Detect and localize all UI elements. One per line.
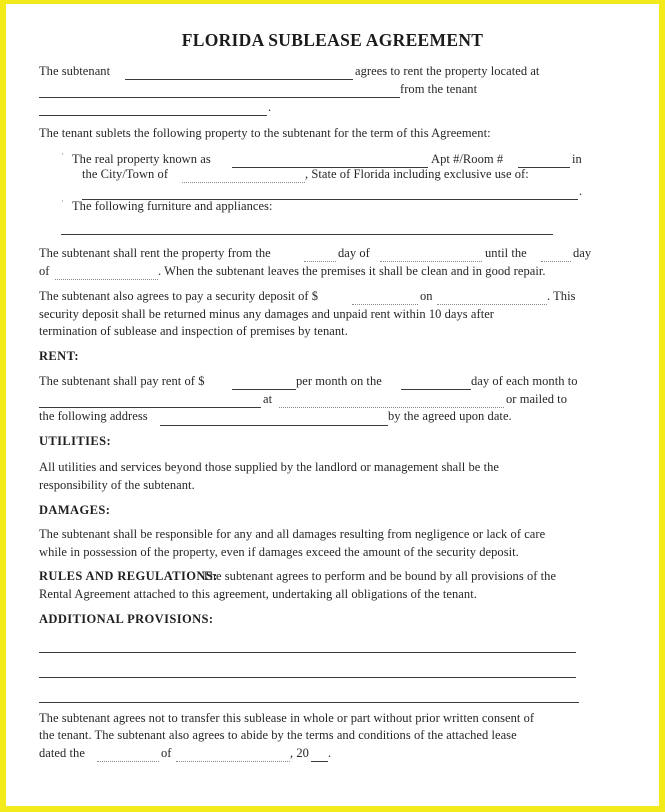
rent-per-month: per month on the <box>296 374 382 388</box>
dated-month-blank[interactable] <box>176 761 290 762</box>
deposit-text-a: The subtenant also agrees to pay a security deposit of $ <box>39 289 319 303</box>
dated-year-prefix: , 20 <box>290 746 309 760</box>
term-leave-clean: . When the subtenant leaves the premises it shall be clean and in good repair. <box>158 264 546 278</box>
term-of: of <box>39 264 50 278</box>
page-title: FLORIDA SUBLEASE AGREEMENT <box>181 30 484 50</box>
rent-address-label: the following address <box>39 409 148 423</box>
item1-period: . <box>579 184 583 198</box>
deposit-line2: security deposit shall be returned minus any damages and unpaid rent within 10 days after <box>39 307 495 321</box>
deposit-this: . This <box>547 289 576 303</box>
furniture-label: The following furniture and appliances: <box>72 199 273 213</box>
rent-location-blank[interactable] <box>279 407 504 408</box>
rent-day-blank[interactable] <box>401 389 471 390</box>
rent-address-blank[interactable] <box>160 425 388 426</box>
deposit-on: on <box>420 289 433 303</box>
rent-day-of-month: day of each month to <box>471 374 578 388</box>
provision-line-1[interactable] <box>39 652 576 653</box>
city-town-blank[interactable] <box>182 182 305 183</box>
rent-heading: RENT: <box>39 349 79 363</box>
closing-line1: The subtenant agrees not to transfer this sublease in whole or part without prior written consent of <box>39 711 535 725</box>
term-text-a: The subtenant shall rent the property from the <box>39 246 271 260</box>
deposit-amount-blank[interactable] <box>352 304 418 305</box>
damages-line1: The subtenant shall be responsible for any and all damages resulting from negligence or lack of care <box>39 527 546 541</box>
provision-line-3[interactable] <box>39 702 579 703</box>
sublease-document <box>6 4 659 806</box>
tenant-name-blank[interactable] <box>39 115 267 116</box>
dated-end-period: . <box>328 746 332 760</box>
in-text: in <box>572 152 582 166</box>
rules-heading: RULES AND REGULATIONS: <box>39 569 218 583</box>
dated-year-blank[interactable] <box>311 761 328 762</box>
sublet-lead: The tenant sublets the following property to the subtenant for the term of this Agreement: <box>39 126 491 140</box>
dated-of: of <box>161 746 172 760</box>
bullet-icon: ˙ <box>61 199 64 209</box>
rent-at: at <box>263 392 273 406</box>
rent-mailed: or mailed to <box>506 392 568 406</box>
state-florida-text: , State of Florida including exclusive use of: <box>305 167 529 181</box>
intro-period: . <box>268 100 272 114</box>
apt-room-label: Apt #/Room # <box>431 152 504 166</box>
rent-text-a: The subtenant shall pay rent of $ <box>39 374 205 388</box>
start-month-blank[interactable] <box>380 261 482 262</box>
city-town-label: the City/Town of <box>82 167 169 181</box>
end-day-blank[interactable] <box>541 261 571 262</box>
utilities-line1: All utilities and services beyond those supplied by the landlord or management shall be the <box>39 460 499 474</box>
real-property-label: The real property known as <box>72 152 211 166</box>
deposit-date-blank[interactable] <box>437 304 547 305</box>
from-tenant-text: from the tenant <box>400 82 478 96</box>
dated-label: dated the <box>39 746 85 760</box>
term-until: until the <box>485 246 527 260</box>
end-month-blank[interactable] <box>55 279 158 280</box>
furniture-blank[interactable] <box>61 234 553 235</box>
property-address-blank[interactable] <box>39 97 400 98</box>
provision-line-2[interactable] <box>39 677 576 678</box>
bullet-icon: ˙ <box>61 152 64 162</box>
rules-line1: The subtenant agrees to perform and be bound by all provisions of the <box>202 569 557 583</box>
rent-agreed-date: by the agreed upon date. <box>388 409 512 423</box>
damages-line2: while in possession of the property, even if damages exceed the amount of the security deposit. <box>39 545 519 559</box>
rent-payee-blank[interactable] <box>39 407 261 408</box>
term-day: day <box>573 246 592 260</box>
start-day-blank[interactable] <box>304 261 336 262</box>
subtenant-name-blank[interactable] <box>125 79 353 80</box>
utilities-line2: responsibility of the subtenant. <box>39 478 195 492</box>
rent-amount-blank[interactable] <box>232 389 296 390</box>
deposit-line3: termination of sublease and inspection of premises by tenant. <box>39 324 348 338</box>
utilities-heading: UTILITIES: <box>39 434 112 448</box>
closing-line2: the tenant. The subtenant also agrees to abide by the terms and conditions of the attached lease <box>39 728 517 742</box>
additional-heading: ADDITIONAL PROVISIONS: <box>39 612 214 626</box>
rules-line2: Rental Agreement attached to this agreement, undertaking all obligations of the tenant. <box>39 587 477 601</box>
subtenant-label: The subtenant <box>39 64 111 78</box>
agrees-text: agrees to rent the property located at <box>355 64 540 78</box>
damages-heading: DAMAGES: <box>39 503 111 517</box>
term-day-of: day of <box>338 246 370 260</box>
dated-day-blank[interactable] <box>97 761 159 762</box>
